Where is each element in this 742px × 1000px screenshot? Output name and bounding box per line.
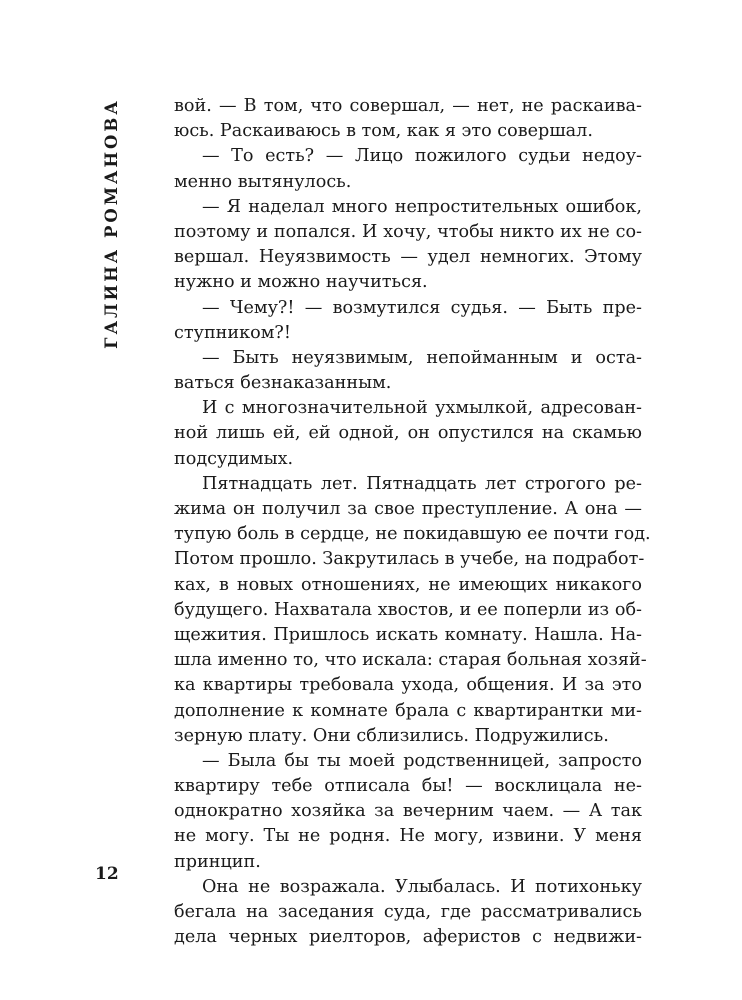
body-text [174, 94, 651, 950]
text-line: — Быть неуязвимым, непойманным и оста- [202, 347, 642, 368]
page-number: 12 [95, 864, 119, 884]
text-line: менно вытянулось. [174, 171, 352, 192]
running-head-text: ГАЛИНА РОМАНОВА [101, 97, 121, 349]
text-line: квартиру тебе отписала бы! — восклицала не- [174, 776, 642, 797]
text-line: — То есть? — Лицо пожилого судьи недоу- [202, 146, 642, 167]
text-line: Она не возражала. Улыбалась. И потихоньку [202, 876, 642, 897]
text-line: принцип. [174, 851, 261, 872]
text-line: дополнение к комнате брала с квартирантки ми- [174, 700, 642, 721]
text-line: ках, в новых отношениях, не имеющих никакого [174, 574, 642, 595]
text-line: — Я наделал много непростительных ошибок, [202, 196, 642, 217]
text-line: бегала на заседания суда, где рассматривались [174, 902, 642, 922]
text-line: — Чему?! — возмутился судья. — Быть пре- [202, 297, 642, 318]
text-line: юсь. Раскаиваюсь в том, как я это совершал. [174, 121, 593, 142]
text-line: щежития. Пришлось искать комнату. Нашла. На- [174, 624, 642, 645]
text-line: тупую боль в сердце, не покидавшую ее почти год. [174, 524, 651, 545]
text-line: не могу. Ты не родня. Не могу, извини. У меня [174, 826, 642, 847]
text-line: поэтому и попался. И хочу, чтобы никто их не со- [174, 221, 642, 242]
text-line: — Была бы ты моей родственницей, запросто [202, 750, 642, 771]
text-line: однократно хозяйка за вечерним чаем. — А так [174, 801, 642, 822]
text-line: ка квартиры требовала ухода, общения. И за это [174, 675, 642, 696]
text-line: жима он получил за свое преступление. А она — [174, 499, 642, 519]
text-line: Пятнадцать лет. Пятнадцать лет строгого ре- [202, 473, 642, 494]
text-line: зерную плату. Они сблизились. Подружились. [174, 725, 609, 746]
text-line: вой. — В том, что совершал, — нет, не раскаива- [174, 96, 642, 116]
text-line: нужно и можно научиться. [174, 272, 428, 293]
text-line: вершал. Неуязвимость — удел немногих. Этому [174, 247, 642, 268]
text-line: дела черных риелторов, аферистов с недвижи- [174, 927, 642, 948]
running-head [100, 98, 122, 348]
text-line: Потом прошло. Закрутилась в учебе, на подработ- [174, 549, 645, 570]
text-line: подсудимых. [174, 448, 294, 469]
text-line: ступником?! [174, 322, 291, 343]
text-line: ной лишь ей, ей одной, он опустился на скамью [174, 423, 642, 444]
text-line: ваться безнаказанным. [174, 373, 392, 394]
text-line: И с многозначительной ухмылкой, адресован- [202, 398, 642, 419]
text-line: шла именно то, что искала: старая больная хозяй- [174, 650, 647, 671]
text-line: будущего. Нахватала хвостов, и ее поперли из об- [174, 599, 642, 620]
